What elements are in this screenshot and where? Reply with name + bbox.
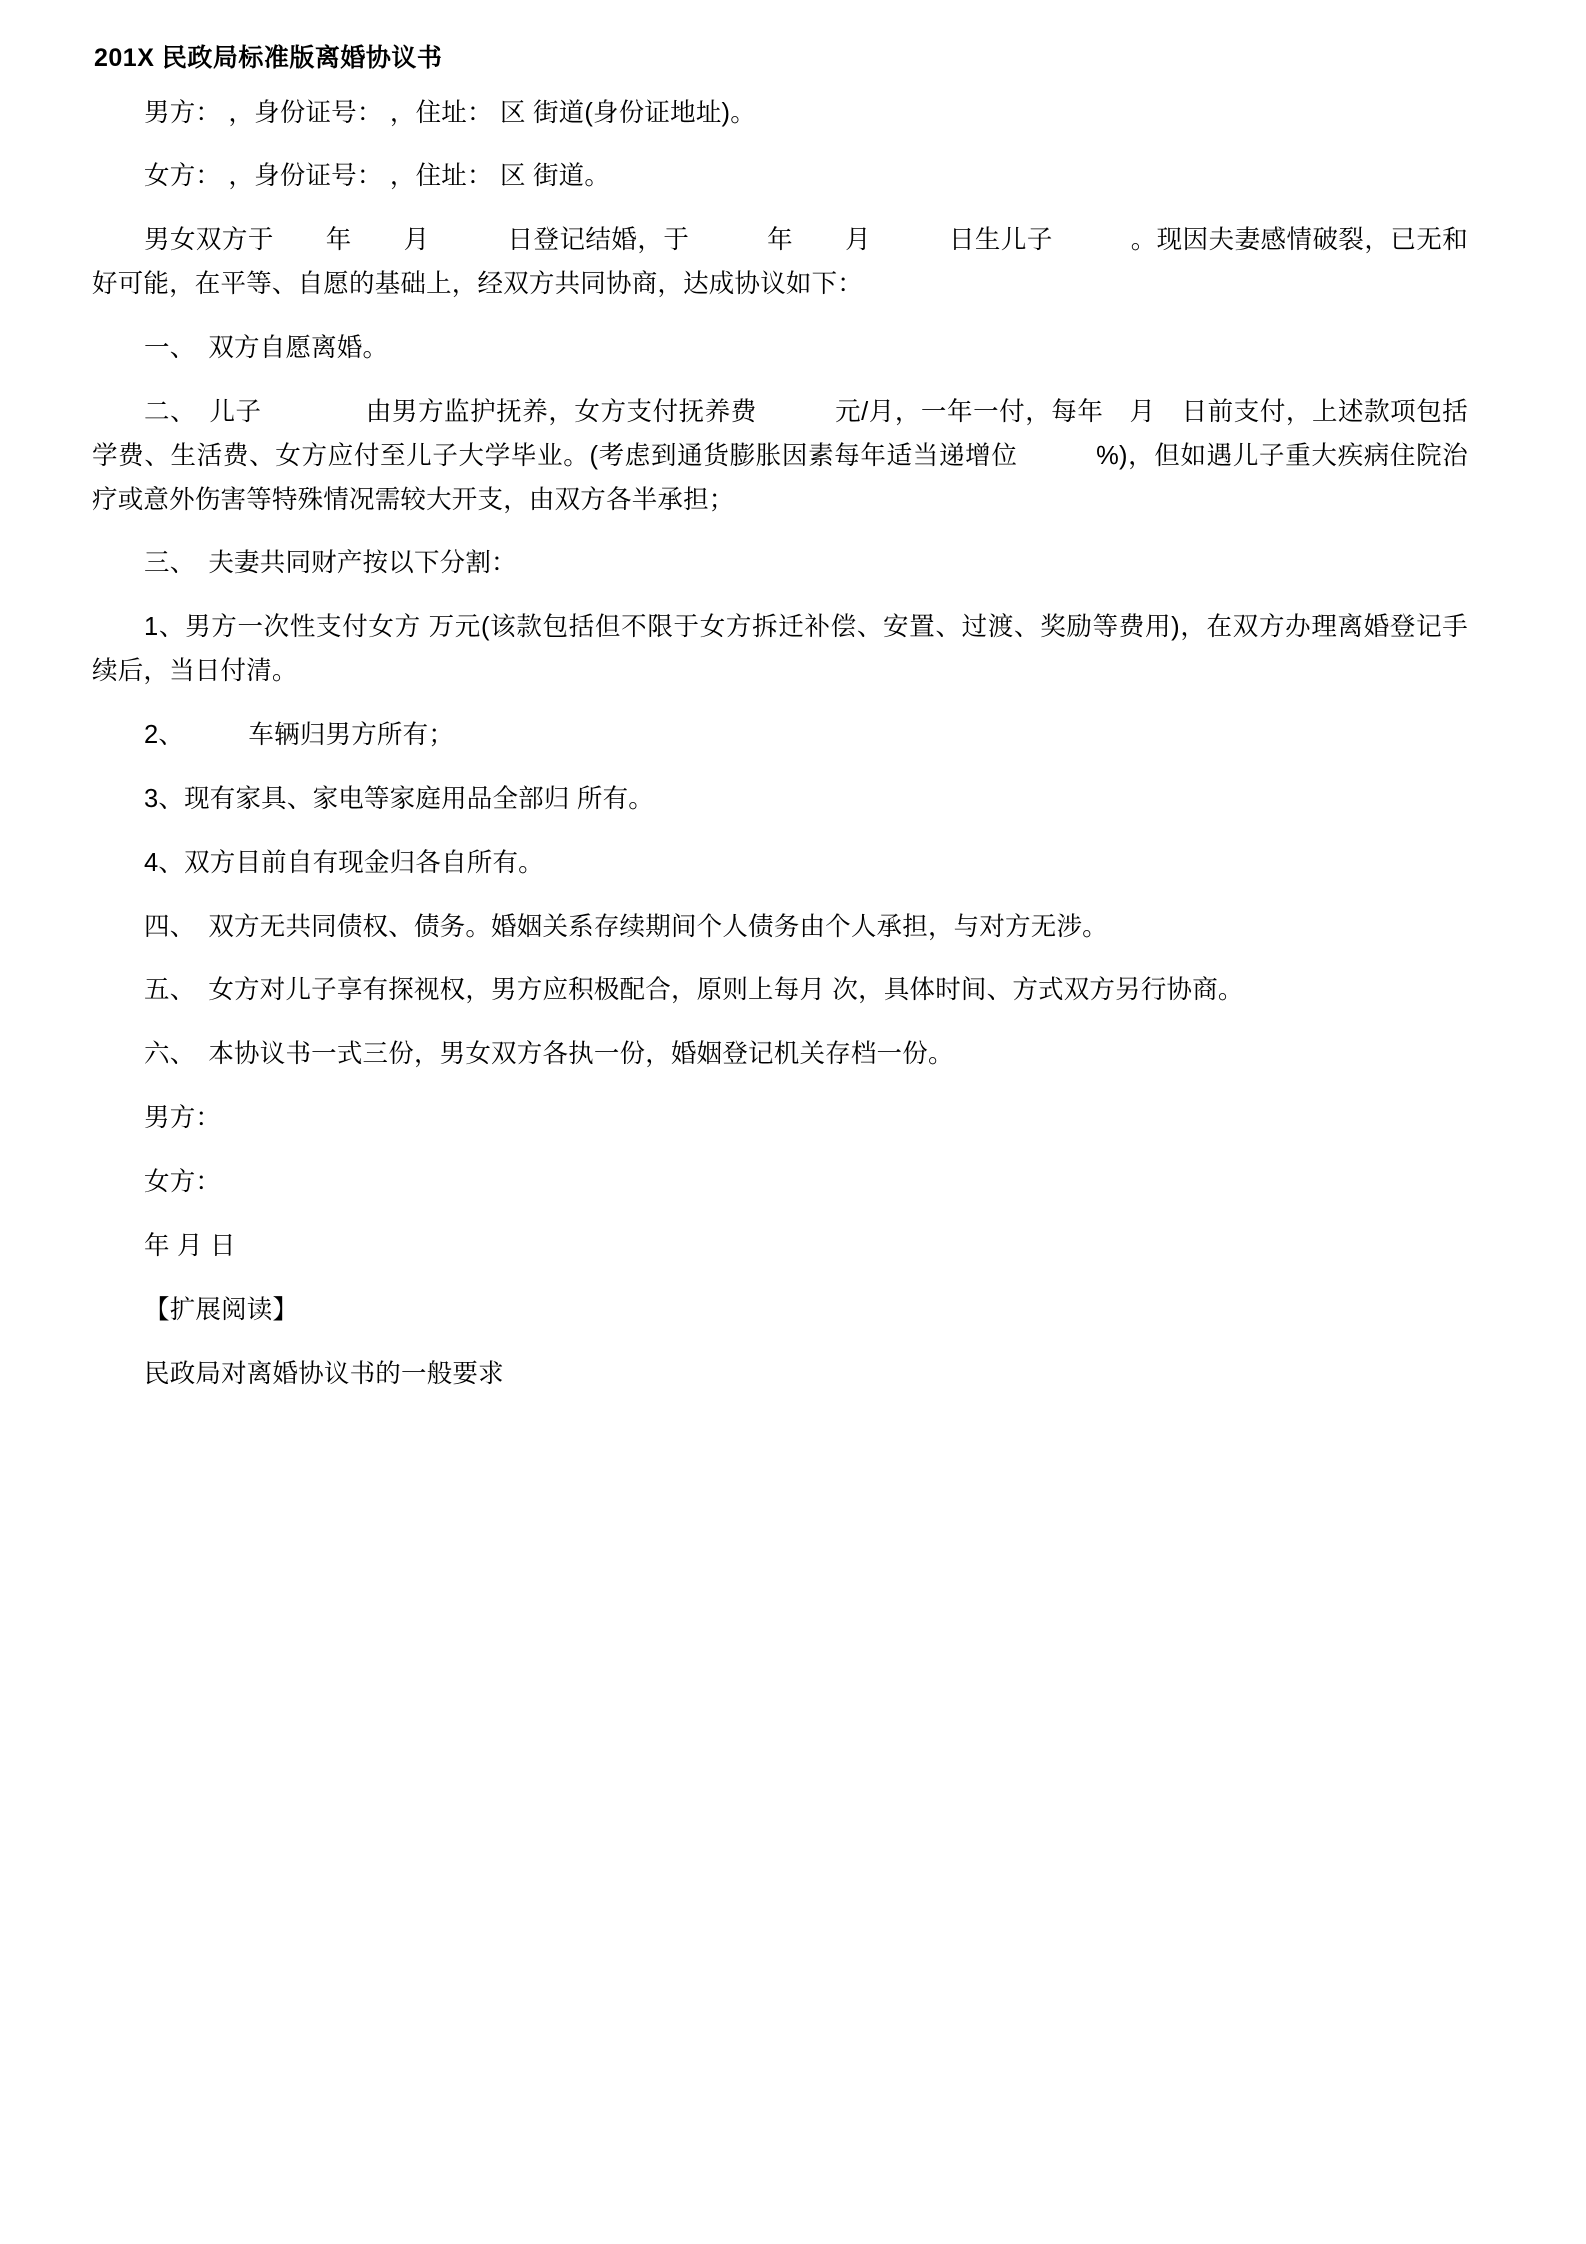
signature-male: 男方：	[144, 1104, 222, 1133]
clause-two-custody-support: 二、 儿子 由男方监护抚养，女方支付抚养费 元/月，一年一付，每年 月 日前支付，上述款项包括学费、生活费、女方应付至儿子大学毕业。(考虑到通货膨胀因素每年适当递增位 %)，但如遇儿子重大疾病住院治疗或意外伤害等特殊情况需较大开支，由双方各半承担；	[92, 397, 1468, 514]
property-item-2: 2、 车辆归男方所有；	[144, 720, 455, 749]
party-male-info: 男方： ，身份证号： ，住址： 区 街道(身份证地址)。	[144, 98, 756, 127]
clause-one-voluntary-divorce: 一、 双方自愿离婚。	[144, 333, 389, 362]
party-female-info: 女方： ，身份证号： ，住址： 区 街道。	[144, 162, 611, 191]
property-item-3: 3、现有家具、家电等家庭用品全部归 所有。	[144, 784, 654, 813]
property-item-1: 1、男方一次性支付女方 万元(该款包括但不限于女方拆迁补偿、安置、过渡、奖励等费用)，在双方办理离婚登记手续后，当日付清。	[92, 613, 1468, 686]
signature-female: 女方：	[144, 1167, 222, 1196]
clause-three-property-division: 三、 夫妻共同财产按以下分割：	[144, 549, 517, 578]
extended-reading-heading: 【扩展阅读】	[144, 1295, 299, 1324]
clause-six-copies: 六、 本协议书一式三份，男女双方各执一份，婚姻登记机关存档一份。	[144, 1040, 954, 1069]
extended-reading-subtitle: 民政局对离婚协议书的一般要求	[144, 1359, 504, 1388]
clause-four-debts: 四、 双方无共同债权、债务。婚姻关系存续期间个人债务由个人承担，与对方无涉。	[144, 912, 1108, 941]
clause-five-visitation: 五、 女方对儿子享有探视权，男方应积极配合，原则上每月 次，具体时间、方式双方另行协商。	[144, 976, 1244, 1005]
marriage-background: 男女双方于 年 月 日登记结婚，于 年 月 日生儿子 。现因夫妻感情破裂，已无和好可能，在平等、自愿的基础上，经双方共同协商，达成协议如下：	[92, 226, 1468, 299]
page-title: 201X 民政局标准版离婚协议书	[94, 44, 443, 72]
property-item-4: 4、双方目前自有现金归各自所有。	[144, 848, 544, 877]
signature-date: 年 月 日	[144, 1231, 236, 1260]
